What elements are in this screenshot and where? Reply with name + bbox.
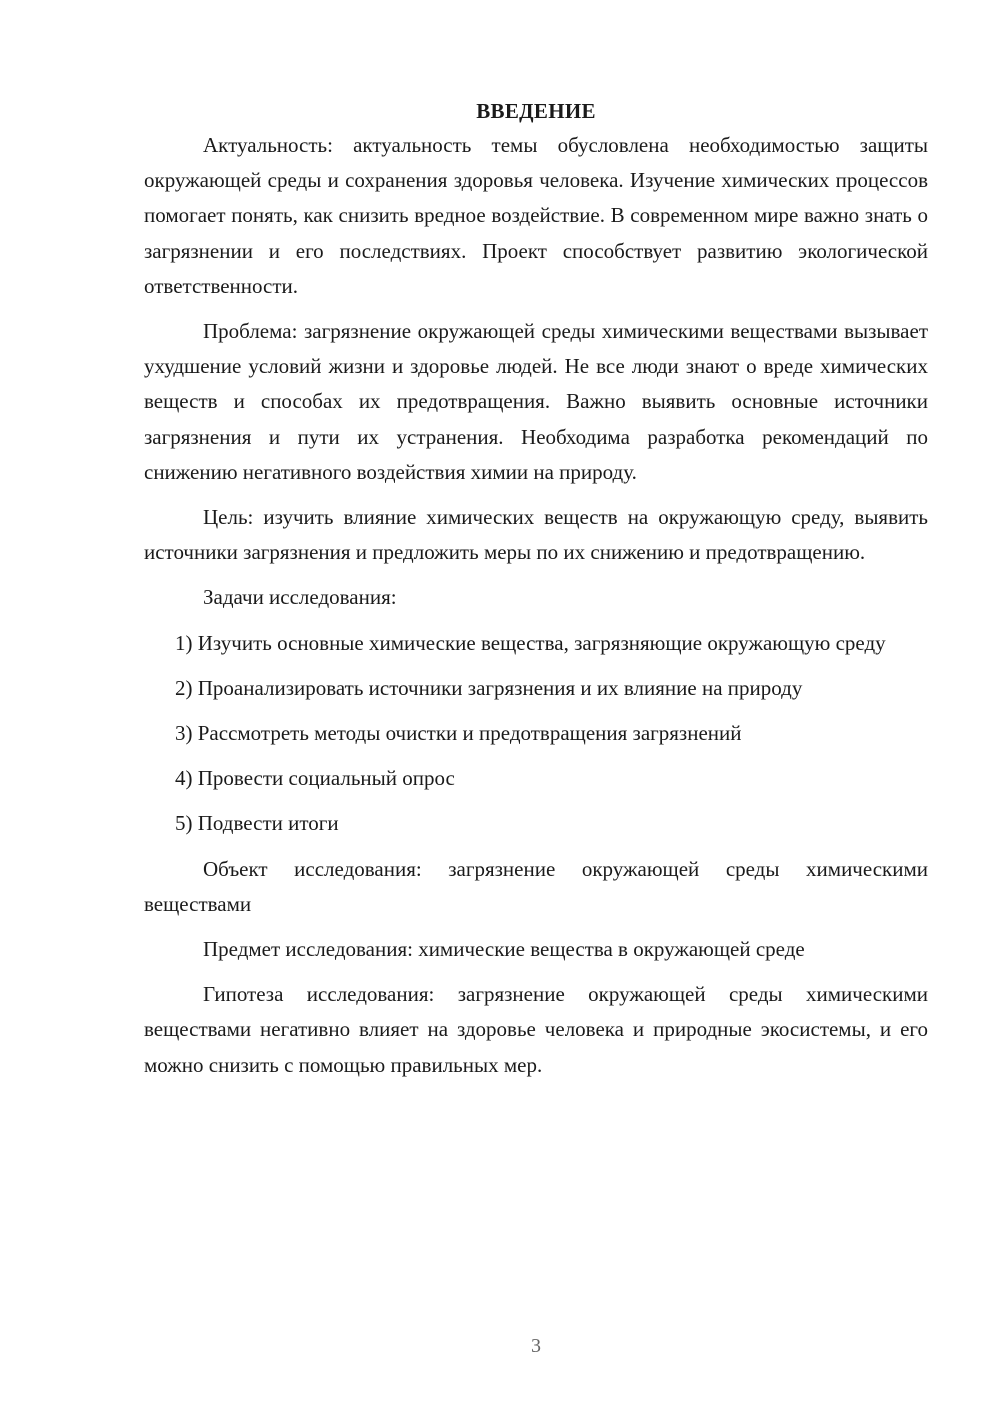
list-item: 4) Провести социальный опрос — [175, 766, 455, 791]
tasks-heading: Задачи исследования: — [203, 585, 397, 610]
list-item: 2) Проанализировать источники загрязнения и их влияние на природу — [175, 675, 803, 700]
goal-paragraph: Цель: изучить влияние химических веществ на окружающую среду, выявить источники загрязнения и предложить меры по их снижению и предотвращению. — [144, 505, 928, 565]
page-title: ВВЕДЕНИЕ — [476, 99, 596, 123]
tasks-list — [144, 626, 928, 842]
page-number: 3 — [531, 1335, 541, 1357]
list-item: 1) Изучить основные химические вещества, загрязняющие окружающую среду — [175, 630, 886, 655]
document-page — [144, 96, 928, 1093]
list-item: 3) Рассмотреть методы очистки и предотвращения загрязнений — [175, 721, 742, 746]
problem-paragraph: Проблема: загрязнение окружающей среды химическими веществами вызывает ухудшение условий жизни и здоровье людей. Не все люди знают о вреде химических веществ и способах их предотвращения. Важно выявить основные источники загрязнения и пути их устранения. Необходима разработка рекомендаций по снижению негативного воздействия химии на природу. — [144, 319, 928, 484]
subject-paragraph: Предмет исследования: химические вещества в окружающей среде — [203, 937, 805, 962]
object-paragraph: Объект исследования: загрязнение окружающей среды химическими веществами — [144, 856, 928, 916]
hypothesis-paragraph: Гипотеза исследования: загрязнение окружающей среды химическими веществами негативно влияет на здоровье человека и природные экосистемы, и его можно снизить с помощью правильных мер. — [144, 982, 928, 1077]
list-item: 5) Подвести итоги — [175, 811, 339, 836]
relevance-paragraph: Актуальность: актуальность темы обусловлена необходимостью защиты окружающей среды и сохранения здоровья человека. Изучение химических процессов помогает понять, как снизить вредное воздействие. В современном мире важно знать о загрязнении и его последствиях. Проект способствует развитию экологической ответственности. — [144, 133, 928, 298]
